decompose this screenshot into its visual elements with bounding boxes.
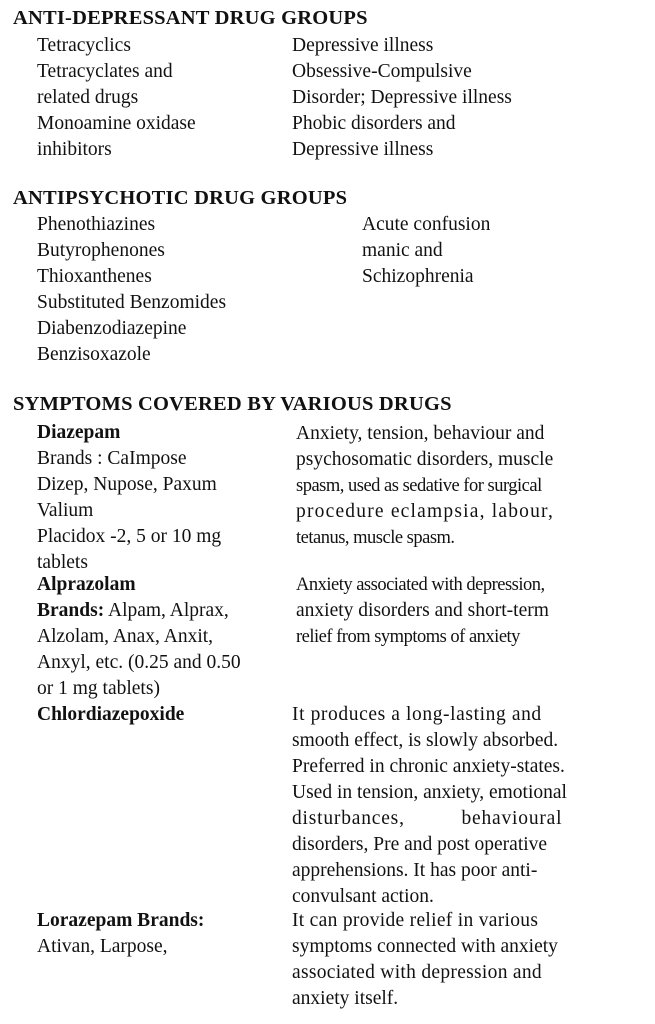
symptom-line: disorders, Pre and post operative xyxy=(292,834,548,855)
antipsychotic-heading: ANTIPSYCHOTIC DRUG GROUPS xyxy=(13,187,348,209)
symptom-line: relief from symptoms of anxiety xyxy=(296,627,520,647)
brand-line: Brands : CaImpose xyxy=(37,448,187,469)
diazepam-symptoms xyxy=(296,421,554,551)
antipsychotic-drug-list xyxy=(37,212,226,368)
brand-line: tablets xyxy=(37,552,88,573)
symptom-line: It can provide relief in various xyxy=(292,910,539,931)
antipsychotic-indication-list xyxy=(362,212,490,290)
brand-line xyxy=(37,598,241,624)
symptom-line: convulsant action. xyxy=(292,886,434,907)
indication-item: manic and xyxy=(362,240,443,261)
indication-item: Depressive illness xyxy=(292,35,434,56)
symptom-line: disturbances, behavioural xyxy=(292,808,563,829)
symptom-line: anxiety itself. xyxy=(292,988,399,1009)
symptom-line: tetanus, muscle spasm. xyxy=(296,528,455,548)
chlordiazepoxide-entry xyxy=(37,702,184,728)
indication-item: Obsessive-Compulsive xyxy=(292,61,472,82)
antidepressant-heading: ANTI-DEPRESSANT DRUG GROUPS xyxy=(13,7,368,29)
brand-text: Alpam, Alprax, xyxy=(104,600,229,621)
brand-line: Dizep, Nupose, Paxum xyxy=(37,474,217,495)
drug-group-item: Tetracyclates and xyxy=(37,61,173,82)
alprazolam-entry xyxy=(37,572,241,702)
indication-item: Depressive illness xyxy=(292,139,434,160)
indication-item: Phobic disorders and xyxy=(292,113,456,134)
brand-line: Valium xyxy=(37,500,94,521)
lorazepam-entry xyxy=(37,908,204,960)
drug-group-item: Monoamine oxidase xyxy=(37,113,196,134)
drug-name: Lorazepam Brands: xyxy=(37,910,205,931)
drug-name: Diazepam xyxy=(37,422,121,443)
drug-group-item: related drugs xyxy=(37,87,139,108)
symptom-line: Anxiety associated with depression, xyxy=(296,575,545,595)
symptom-line: apprehensions. It has poor anti- xyxy=(292,860,538,881)
alprazolam-symptoms xyxy=(296,572,549,650)
drug-group-item: Diabenzodiazepine xyxy=(37,318,187,339)
symptom-line: anxiety disorders and short-term xyxy=(296,600,549,621)
symptom-line: Preferred in chronic anxiety-states. xyxy=(292,756,565,777)
diazepam-entry xyxy=(37,420,221,576)
brand-line: Anxyl, etc. (0.25 and 0.50 xyxy=(37,652,241,673)
drug-group-item: Tetracyclics xyxy=(37,35,131,56)
brands-label: Brands: xyxy=(37,600,105,621)
drug-group-item: Thioxanthenes xyxy=(37,266,152,287)
symptom-line: Used in tension, anxiety, emotional xyxy=(292,782,567,803)
symptom-line: smooth effect, is slowly absorbed. xyxy=(292,730,559,751)
symptom-line: symptoms connected with anxiety xyxy=(292,936,558,957)
brand-line: Ativan, Larpose, xyxy=(37,936,168,957)
indication-item: Disorder; Depressive illness xyxy=(292,87,512,108)
drug-group-item: Phenothiazines xyxy=(37,214,156,235)
symptoms-heading: SYMPTOMS COVERED BY VARIOUS DRUGS xyxy=(13,393,452,415)
drug-name: Alprazolam xyxy=(37,574,136,595)
drug-group-item: Benzisoxazole xyxy=(37,344,151,365)
symptom-line: Anxiety, tension, behaviour and xyxy=(296,423,545,444)
chlordiazepoxide-symptoms xyxy=(292,702,567,910)
symptom-line: procedure eclampsia, labour, xyxy=(296,501,555,522)
drug-group-item: Butyrophenones xyxy=(37,240,165,261)
lorazepam-symptoms xyxy=(292,908,558,1012)
symptom-line: It produces a long-lasting and xyxy=(292,704,542,725)
symptom-line: associated with depression and xyxy=(292,962,542,983)
indication-item: Acute confusion xyxy=(362,214,491,235)
indication-item: Schizophrenia xyxy=(362,266,474,287)
brand-line: Placidox -2, 5 or 10 mg xyxy=(37,526,222,547)
brand-line: or 1 mg tablets) xyxy=(37,678,160,699)
antidepressant-indication-list xyxy=(292,33,512,163)
drug-group-item: inhibitors xyxy=(37,139,112,160)
symptom-line: psychosomatic disorders, muscle xyxy=(296,449,554,470)
drug-name: Chlordiazepoxide xyxy=(37,704,185,725)
antidepressant-drug-list xyxy=(37,33,196,163)
drug-group-item: Substituted Benzomides xyxy=(37,292,227,313)
brand-line: Alzolam, Anax, Anxit, xyxy=(37,626,214,647)
symptom-line: spasm, used as sedative for surgical xyxy=(296,476,542,496)
